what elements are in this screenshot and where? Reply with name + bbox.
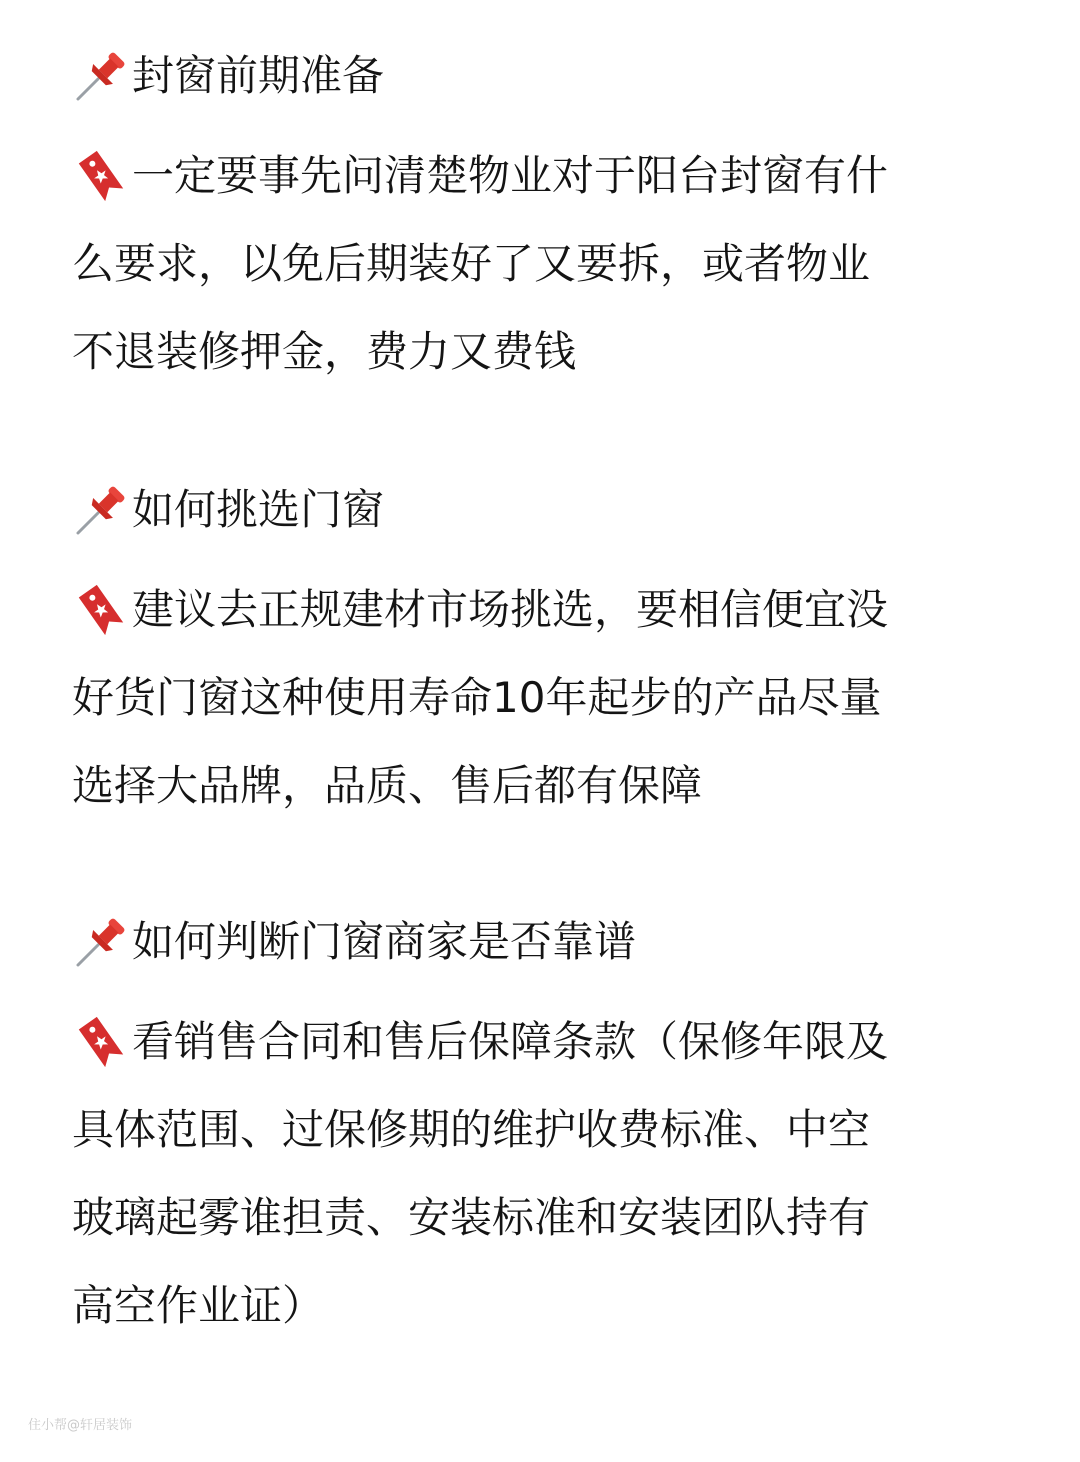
heading-text: 封窗前期准备 xyxy=(132,51,385,100)
body-line: 好货门窗这种使用寿命10年起步的产品尽量 xyxy=(72,673,882,722)
section-heading xyxy=(72,912,1012,972)
heading-text: 如何挑选门窗 xyxy=(132,485,385,534)
body-line xyxy=(72,132,1012,220)
body-line: 么要求，以免后期装好了又要拆，或者物业 xyxy=(72,239,871,288)
body-line xyxy=(72,566,1012,654)
section-body xyxy=(72,566,1012,830)
section-heading xyxy=(72,480,1012,540)
bookmark-tag-icon xyxy=(72,1013,130,1071)
bookmark-tag-icon xyxy=(72,581,130,639)
section-body xyxy=(72,998,1012,1350)
body-line: 玻璃起雾谁担责、安装标准和安装团队持有 xyxy=(72,1193,871,1242)
body-line: 选择大品牌，品质、售后都有保障 xyxy=(72,761,703,810)
body-line: 高空作业证） xyxy=(72,1281,325,1330)
body-line: 具体范围、过保修期的维护收费标准、中空 xyxy=(72,1105,871,1154)
body-line-text: 看销售合同和售后保障条款（保修年限及 xyxy=(132,1017,889,1066)
pushpin-icon xyxy=(72,481,130,539)
section-body xyxy=(72,132,1012,396)
body-line xyxy=(72,998,1012,1086)
section-prep xyxy=(72,46,1012,396)
section-heading xyxy=(72,46,1012,106)
body-line-text: 建议去正规建材市场挑选，要相信便宜没 xyxy=(132,585,889,634)
body-line: 不退装修押金，费力又费钱 xyxy=(72,327,577,376)
pushpin-icon xyxy=(72,47,130,105)
watermark: 住小帮@轩居装饰 xyxy=(28,1418,133,1433)
body-line-text: 一定要事先问清楚物业对于阳台封窗有什 xyxy=(132,151,889,200)
pushpin-icon xyxy=(72,913,130,971)
section-judge-merchant xyxy=(72,912,1012,1350)
bookmark-tag-icon xyxy=(72,147,130,205)
section-choose-windows xyxy=(72,480,1012,830)
heading-text: 如何判断门窗商家是否靠谱 xyxy=(132,917,637,966)
